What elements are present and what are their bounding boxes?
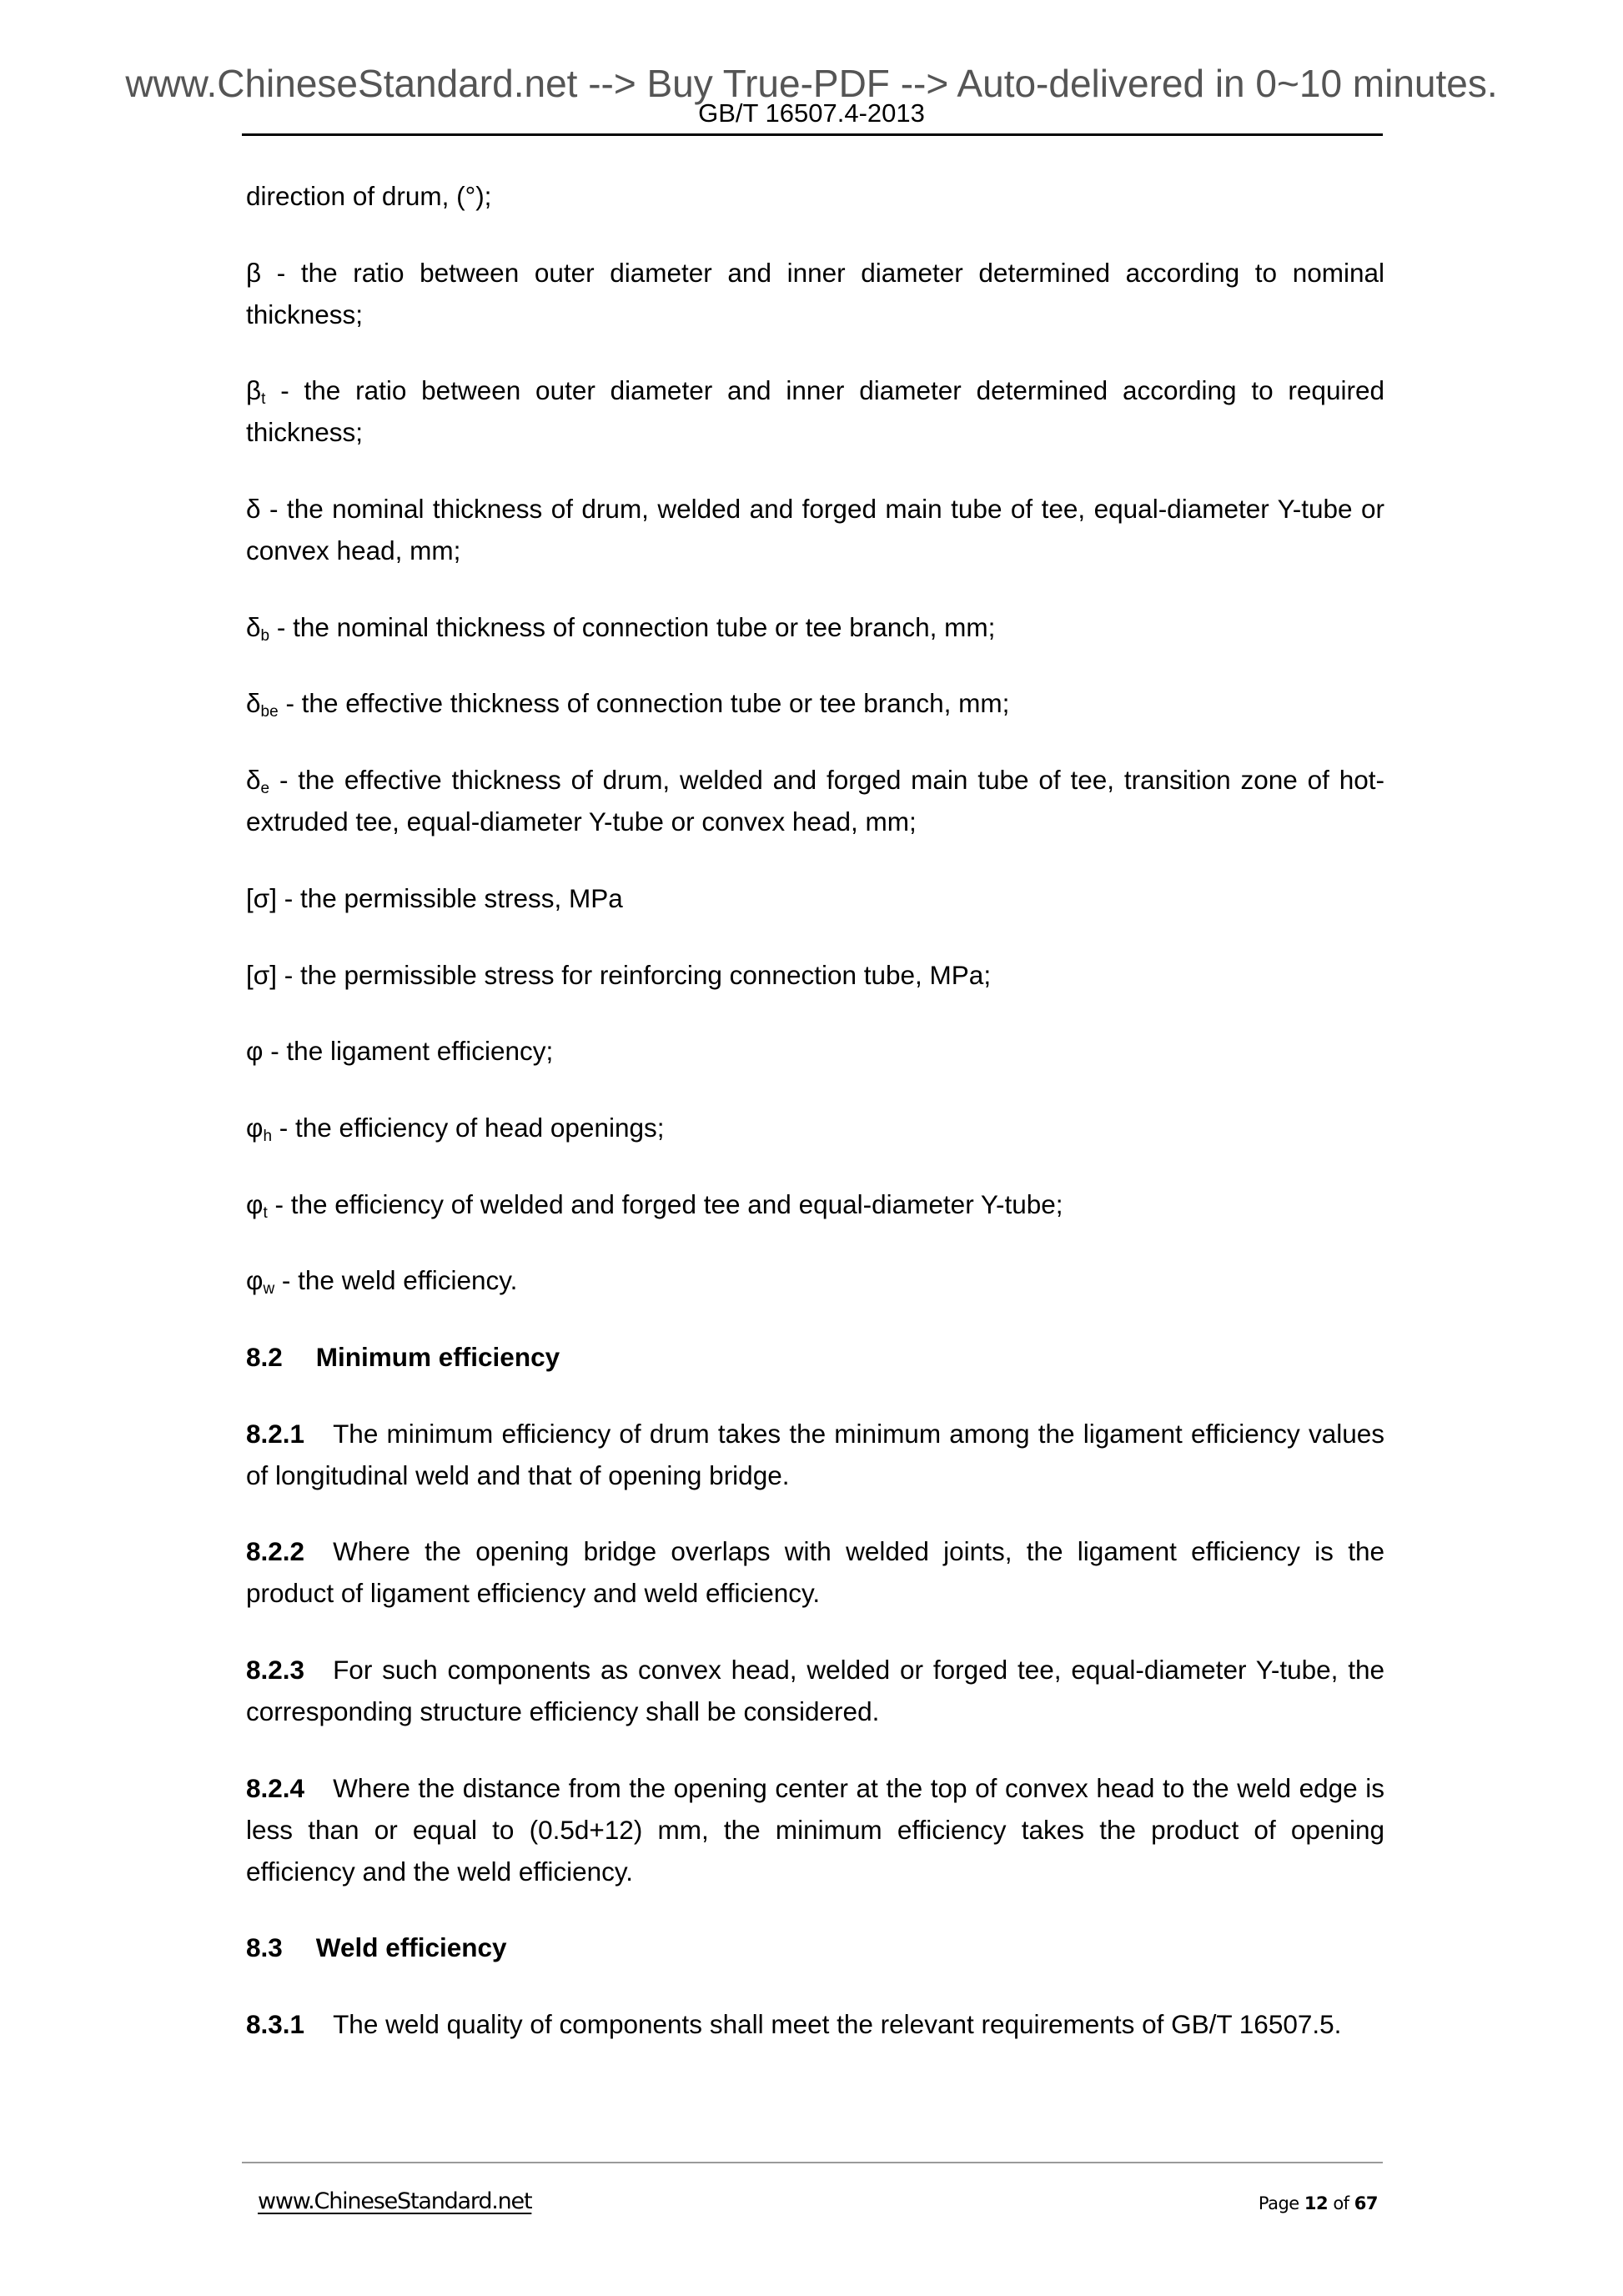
footer-divider (242, 2162, 1383, 2163)
section-heading-8-3 (246, 1927, 1384, 1968)
definition-symbol: δ (246, 688, 261, 719)
definition-text: - the ratio between outer diameter and inner diameter determined according to nominal thickness; (246, 257, 1384, 329)
definition-item (246, 606, 1384, 648)
clause-text: The minimum efficiency of drum takes the minimum among the ligament efficiency values of longitudinal weld and that of opening bridge. (246, 1418, 1384, 1490)
clause-number: 8.3.1 (246, 2009, 305, 2040)
definition-item (246, 682, 1384, 724)
clause-text: For such components as convex head, welded or forged tee, equal-diameter Y-tube, the corresponding structure efficiency shall be considered. (246, 1655, 1384, 1726)
definition-subscript: t (263, 1203, 268, 1222)
definition-item (246, 1183, 1384, 1225)
definition-symbol: δ (246, 611, 261, 642)
section-title: Weld efficiency (315, 1932, 507, 1963)
definition-text: - the nominal thickness of connection tube or tee branch, mm; (269, 611, 996, 642)
definition-symbol: φ (246, 1188, 264, 1219)
promo-banner: www.ChineseStandard.net --> Buy True-PDF --> Auto-delivered in 0~10 minutes. (125, 62, 1498, 105)
clause-number: 8.2.2 (246, 1536, 305, 1567)
clause-8-2-1 (246, 1413, 1384, 1496)
definition-text: - the efficiency of welded and forged tee and equal-diameter Y-tube; (267, 1188, 1063, 1219)
definition-symbol: [σ] (246, 882, 277, 913)
definition-text: - the ratio between outer diameter and inner diameter determined according to required thickness; (246, 375, 1384, 448)
definition-item (246, 759, 1384, 842)
definition-subscript: e (260, 780, 270, 798)
page-body (246, 175, 1384, 2080)
definition-subscript: b (260, 626, 270, 645)
definition-item (246, 1107, 1384, 1148)
clause-number: 8.2.4 (246, 1772, 305, 1803)
clause-8-2-2 (246, 1530, 1384, 1614)
definition-item (246, 1030, 1384, 1072)
definition-symbol: φ (246, 1265, 264, 1296)
definition-text: - the permissible stress for reinforcing connection tube, MPa; (276, 959, 992, 990)
definition-item (246, 877, 1384, 919)
page-indicator (1259, 2193, 1378, 2213)
definition-text: - the weld efficiency. (274, 1265, 518, 1296)
clause-8-2-3 (246, 1649, 1384, 1732)
definition-text: - the effective thickness of drum, welded and forged main tube of tee, transition zone of hot-extruded tee, equal-diameter Y-tube or convex head, mm; (246, 765, 1384, 837)
definition-item (246, 175, 1384, 217)
definition-text: - the effective thickness of connection tube or tee branch, mm; (278, 688, 1010, 719)
clause-text: The weld quality of components shall meet the relevant requirements of GB/T 16507.5. (333, 2009, 1342, 2040)
definition-item (246, 1259, 1384, 1301)
definition-symbol: β (246, 257, 262, 288)
definition-item (246, 252, 1384, 335)
clause-number: 8.2.1 (246, 1418, 305, 1449)
definition-subscript: h (263, 1127, 273, 1145)
page-total: 67 (1354, 2193, 1378, 2213)
section-number: 8.3 (246, 1932, 283, 1963)
definition-item (246, 369, 1384, 453)
page-current: 12 (1304, 2193, 1329, 2213)
clause-text: Where the opening bridge overlaps with welded joints, the ligament efficiency is the product of ligament efficiency and weld efficiency. (246, 1536, 1384, 1609)
definition-text: - the efficiency of head openings; (272, 1112, 665, 1143)
standard-code-header: GB/T 16507.4-2013 (698, 98, 925, 128)
section-heading-8-2 (246, 1336, 1384, 1378)
definition-symbol: δ (246, 765, 261, 796)
definition-symbol: β (246, 375, 262, 406)
clause-8-3-1 (246, 2003, 1384, 2045)
header-divider (242, 133, 1383, 136)
footer-website-link[interactable]: www.ChineseStandard.net (258, 2188, 532, 2214)
definition-symbol: φ (246, 1112, 264, 1143)
clause-8-2-4 (246, 1767, 1384, 1892)
section-number: 8.2 (246, 1341, 283, 1372)
definition-item (246, 954, 1384, 996)
definition-subscript: be (260, 703, 279, 721)
clause-text: Where the distance from the opening center at the top of convex head to the weld edge is less than or equal to (0.5d+12) mm, the minimum efficiency takes the product of opening efficiency and the weld efficiency. (246, 1772, 1384, 1887)
page-label: Page (1258, 2193, 1299, 2213)
page-of-label: of (1333, 2193, 1349, 2213)
definition-symbol: [σ] (246, 959, 277, 990)
definition-subscript: t (261, 390, 266, 409)
definition-symbol: φ (246, 1036, 264, 1067)
definition-symbol: δ (246, 494, 261, 525)
definition-text: - the nominal thickness of drum, welded and forged main tube of tee, equal-diameter Y-tube or convex head, mm; (246, 494, 1384, 566)
definition-item (246, 488, 1384, 571)
definition-subscript: w (263, 1280, 275, 1299)
section-title: Minimum efficiency (315, 1341, 560, 1372)
definition-text: direction of drum, (°); (246, 181, 492, 211)
definition-text: - the permissible stress, MPa (276, 882, 623, 913)
clause-number: 8.2.3 (246, 1655, 305, 1685)
definition-text: - the ligament efficiency; (263, 1036, 554, 1067)
